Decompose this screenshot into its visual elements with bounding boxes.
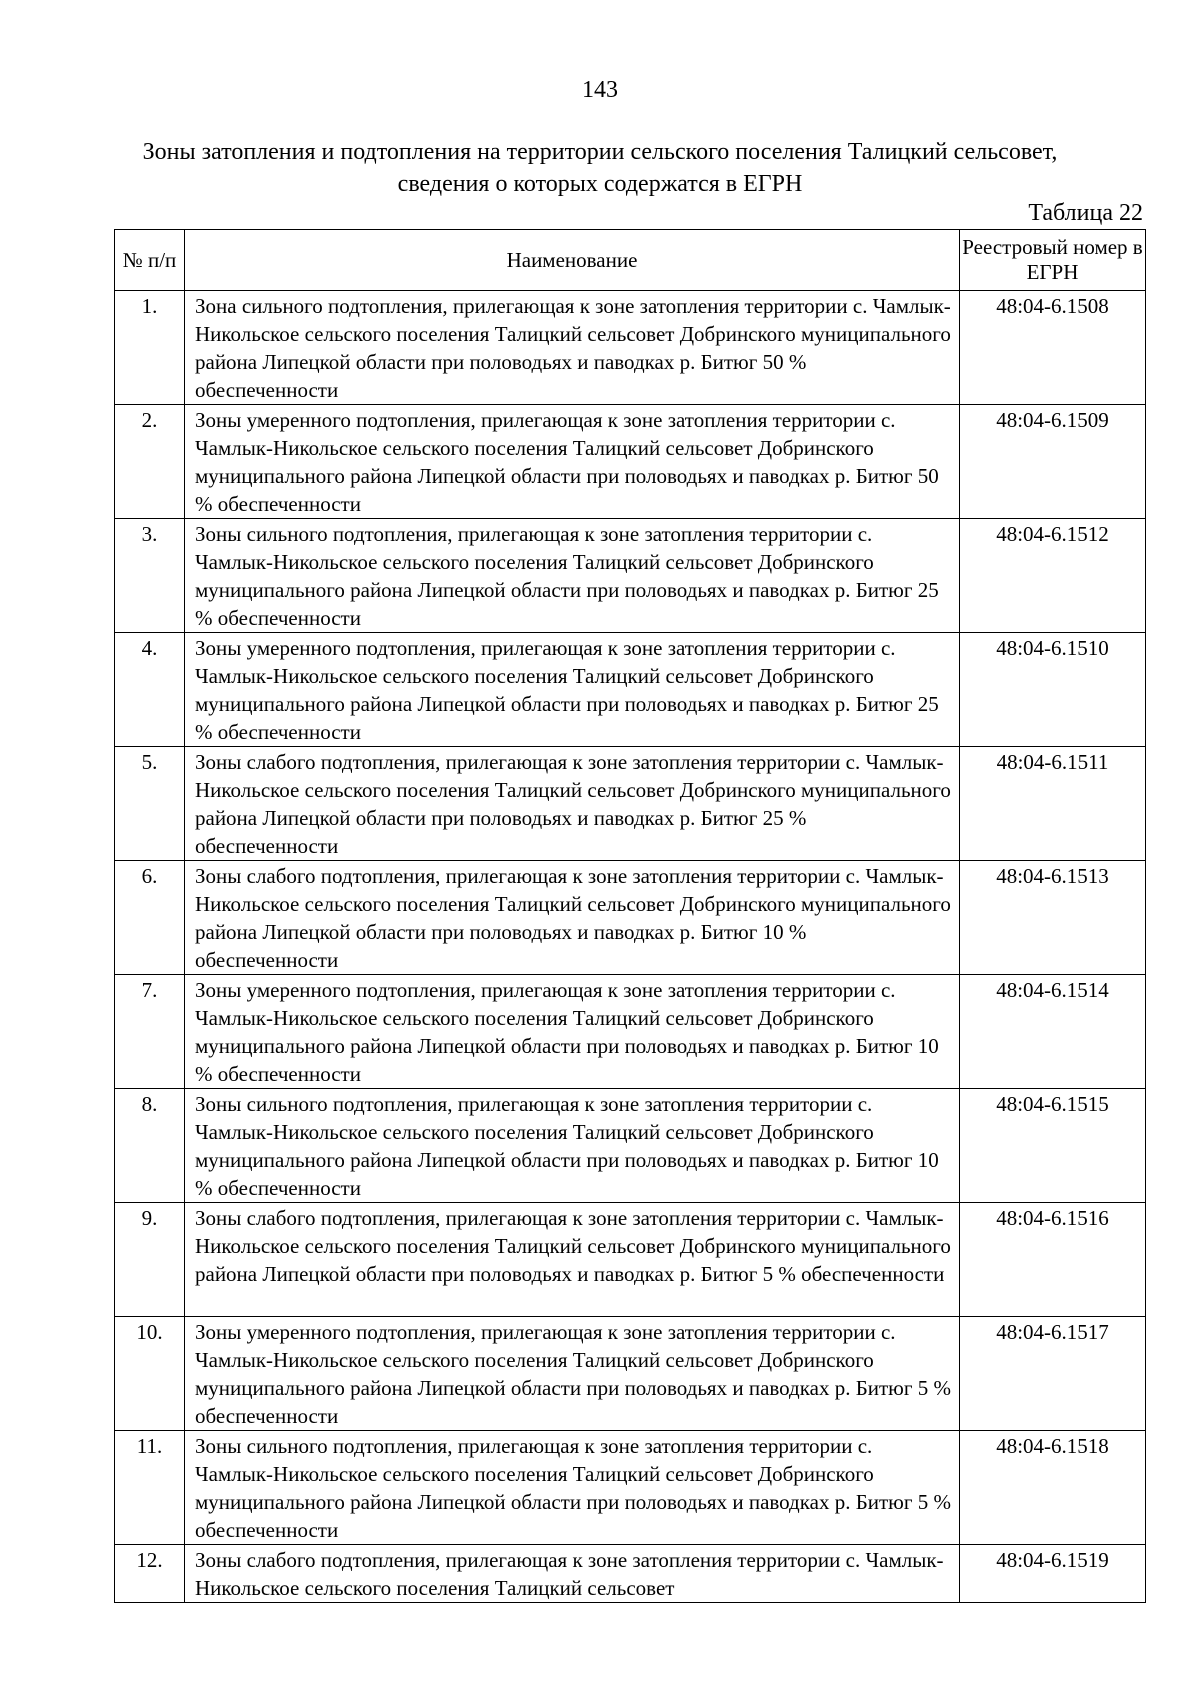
- row-registry-number: 48:04-6.1513: [960, 861, 1146, 975]
- row-name: Зоны умеренного подтопления, прилегающая к зоне затопления территории с. Чамлык-Никольское сельского поселения Талицкий сельсовет Добринского муниципального района Липецкой области при половодьях и паводках р. Битюг 50 % обеспеченности: [185, 405, 960, 519]
- row-number: 12.: [115, 1545, 185, 1603]
- table-row: [115, 861, 1146, 975]
- row-registry-number: 48:04-6.1519: [960, 1545, 1146, 1603]
- row-name: Зоны слабого подтопления, прилегающая к зоне затопления территории с. Чамлык-Никольское сельского поселения Талицкий сельсовет Добринского муниципального района Липецкой области при половодьях и паводках р. Битюг 25 % обеспеченности: [185, 747, 960, 861]
- row-number: 4.: [115, 633, 185, 747]
- row-name: Зоны сильного подтопления, прилегающая к зоне затопления территории с. Чамлык-Никольское сельского поселения Талицкий сельсовет Добринского муниципального района Липецкой области при половодьях и паводках р. Битюг 5 % обеспеченности: [185, 1431, 960, 1545]
- table-row: [115, 633, 1146, 747]
- row-registry-number: 48:04-6.1511: [960, 747, 1146, 861]
- row-name: Зоны слабого подтопления, прилегающая к зоне затопления территории с. Чамлык-Никольское сельского поселения Талицкий сельсовет Добринского муниципального района Липецкой области при половодьях и паводках р. Битюг 5 % обеспеченности: [185, 1203, 960, 1317]
- header-registry-number: Реестровый номер в ЕГРН: [960, 230, 1146, 291]
- table-row: [115, 1317, 1146, 1431]
- row-registry-number: 48:04-6.1514: [960, 975, 1146, 1089]
- row-name: Зоны слабого подтопления, прилегающая к зоне затопления территории с. Чамлык- Никольское сельского поселения Талицкий сельсовет: [185, 1545, 960, 1603]
- table-caption: Таблица 22: [1028, 200, 1143, 226]
- row-registry-number: 48:04-6.1509: [960, 405, 1146, 519]
- row-registry-number: 48:04-6.1508: [960, 291, 1146, 405]
- row-registry-number: 48:04-6.1515: [960, 1089, 1146, 1203]
- table-row: [115, 405, 1146, 519]
- row-registry-number: 48:04-6.1517: [960, 1317, 1146, 1431]
- row-number: 6.: [115, 861, 185, 975]
- row-name: Зоны умеренного подтопления, прилегающая к зоне затопления территории с. Чамлык-Никольское сельского поселения Талицкий сельсовет Добринского муниципального района Липецкой области при половодьях и паводках р. Битюг 25 % обеспеченности: [185, 633, 960, 747]
- row-registry-number: 48:04-6.1512: [960, 519, 1146, 633]
- header-number: № п/п: [115, 230, 185, 291]
- document-title: Зоны затопления и подтопления на территории сельского поселения Талицкий сельсовет, сведения о которых содержатся в ЕГРН: [142, 139, 1058, 197]
- table-row: [115, 975, 1146, 1089]
- row-registry-number: 48:04-6.1510: [960, 633, 1146, 747]
- row-name: Зоны умеренного подтопления, прилегающая к зоне затопления территории с. Чамлык-Никольское сельского поселения Талицкий сельсовет Добринского муниципального района Липецкой области при половодьях и паводках р. Битюг 10 % обеспеченности: [185, 975, 960, 1089]
- row-number: 9.: [115, 1203, 185, 1317]
- row-number: 3.: [115, 519, 185, 633]
- row-number: 11.: [115, 1431, 185, 1545]
- row-registry-number: 48:04-6.1518: [960, 1431, 1146, 1545]
- header-name: Наименование: [185, 230, 960, 291]
- row-name: Зоны слабого подтопления, прилегающая к зоне затопления территории с. Чамлык-Никольское сельского поселения Талицкий сельсовет Добринского муниципального района Липецкой области при половодьях и паводках р. Битюг 10 % обеспеченности: [185, 861, 960, 975]
- table-row: [115, 1431, 1146, 1545]
- table-row: [115, 519, 1146, 633]
- row-number: 5.: [115, 747, 185, 861]
- page-number: 143: [582, 77, 618, 103]
- row-number: 10.: [115, 1317, 185, 1431]
- row-name: Зоны сильного подтопления, прилегающая к зоне затопления территории с. Чамлык-Никольское сельского поселения Талицкий сельсовет Добринского муниципального района Липецкой области при половодьях и паводках р. Битюг 10 % обеспеченности: [185, 1089, 960, 1203]
- row-name: Зоны умеренного подтопления, прилегающая к зоне затопления территории с. Чамлык-Никольское сельского поселения Талицкий сельсовет Добринского муниципального района Липецкой области при половодьях и паводках р. Битюг 5 % обеспеченности: [185, 1317, 960, 1431]
- table-row: [115, 1545, 1146, 1603]
- row-number: 7.: [115, 975, 185, 1089]
- row-name: Зоны сильного подтопления, прилегающая к зоне затопления территории с. Чамлык-Никольское сельского поселения Талицкий сельсовет Добринского муниципального района Липецкой области при половодьях и паводках р. Битюг 25 % обеспеченности: [185, 519, 960, 633]
- table-row: [115, 291, 1146, 405]
- table-row: [115, 1089, 1146, 1203]
- row-registry-number: 48:04-6.1516: [960, 1203, 1146, 1317]
- flood-zones-table: [114, 229, 1146, 1603]
- table-row: [115, 1203, 1146, 1317]
- row-number: 1.: [115, 291, 185, 405]
- row-number: 2.: [115, 405, 185, 519]
- row-name: Зона сильного подтопления, прилегающая к зоне затопления территории с. Чамлык-Никольское сельского поселения Талицкий сельсовет Добринского муниципального района Липецкой области при половодьях и паводках р. Битюг 50 % обеспеченности: [185, 291, 960, 405]
- table-header-row: [115, 230, 1146, 291]
- row-number: 8.: [115, 1089, 185, 1203]
- table-row: [115, 747, 1146, 861]
